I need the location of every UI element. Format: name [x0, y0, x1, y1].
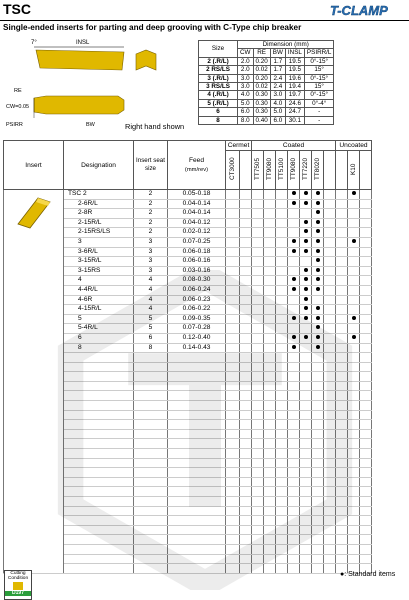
dim-size: 6	[199, 108, 238, 116]
seat-cell: 5	[134, 314, 168, 324]
grade-cell	[252, 199, 264, 209]
dim-value: 0.30	[253, 91, 270, 99]
designation-cell: 3	[64, 237, 134, 247]
standard-dot	[316, 239, 320, 243]
grade-header: TT9080	[264, 151, 276, 190]
grade-cell	[300, 237, 312, 247]
grade-cell	[226, 247, 240, 257]
grade-cell	[300, 209, 312, 219]
dim-col-header: PSIRR/L	[304, 49, 334, 57]
grade-cell	[312, 218, 324, 228]
grade-cell	[276, 237, 288, 247]
grade-cell	[240, 199, 252, 209]
grade-header: TT7220	[300, 151, 312, 190]
grade-cell	[312, 199, 324, 209]
seat-cell: 2	[134, 199, 168, 209]
grade-cell	[264, 199, 276, 209]
grade-header: CT3000	[226, 151, 240, 190]
seat-cell: 4	[134, 285, 168, 295]
dim-value: 4.0	[238, 91, 254, 99]
standard-dot	[304, 191, 308, 195]
grade-cell	[360, 190, 372, 200]
standard-dot	[316, 191, 320, 195]
dim-value: 5.0	[270, 108, 285, 116]
grade-cell	[226, 218, 240, 228]
grade-cell	[312, 190, 324, 200]
dim-value: 8.0	[238, 116, 254, 124]
grade-header: TT7505	[252, 151, 264, 190]
seat-cell: 3	[134, 257, 168, 267]
feed-cell: 0.07-0.25	[168, 237, 226, 247]
grade-cell	[264, 247, 276, 257]
grade-cell	[336, 209, 348, 219]
designation-cell: 3-15R/L	[64, 257, 134, 267]
dim-col-header: INSL	[285, 49, 304, 57]
seat-cell: 3	[134, 247, 168, 257]
standard-dot	[304, 201, 308, 205]
grade-cell	[288, 237, 300, 247]
grade-cell	[252, 257, 264, 267]
grade-cell	[288, 218, 300, 228]
dim-row	[199, 74, 334, 82]
dim-value: 6.0	[270, 116, 285, 124]
dim-row	[199, 116, 334, 124]
dim-value: 2.4	[270, 82, 285, 90]
grade-cell	[276, 257, 288, 267]
dim-size: 5 (.R/L)	[199, 99, 238, 107]
standard-dot	[304, 239, 308, 243]
dim-value: 24.6	[285, 99, 304, 107]
grade-cell	[226, 190, 240, 200]
grade-cell	[336, 237, 348, 247]
grade-cell	[240, 218, 252, 228]
grade-cell	[360, 247, 372, 257]
dim-value: 0.20	[253, 57, 270, 65]
seat-cell: 2	[134, 209, 168, 219]
feed-cell: 0.06-0.23	[168, 295, 226, 305]
seat-cell: 4	[134, 276, 168, 286]
grade-cell	[252, 209, 264, 219]
grade-cell	[348, 218, 360, 228]
dim-value: 2.0	[238, 57, 254, 65]
grade-cell	[288, 190, 300, 200]
grade-cell	[264, 218, 276, 228]
dim-value: 3.0	[238, 74, 254, 82]
grade-cell	[300, 257, 312, 267]
grade-cell	[240, 209, 252, 219]
grade-cell	[348, 228, 360, 238]
dim-value: 6.0	[238, 108, 254, 116]
insl-label: INSL	[76, 40, 90, 46]
dim-value: 0.40	[253, 116, 270, 124]
standard-dot	[292, 239, 296, 243]
grade-cell	[226, 209, 240, 219]
grade-cell	[240, 190, 252, 200]
page-subtitle: Single-ended inserts for parting and deep grooving with C-Type chip breaker	[3, 23, 302, 32]
col-feed: Feed (mm/rev)	[168, 141, 226, 190]
grade-cell	[226, 199, 240, 209]
grade-cell	[300, 190, 312, 200]
right-hand-note: Right hand shown	[125, 122, 185, 131]
dim-size: 2 RS/LS	[199, 66, 238, 74]
dim-col-header: RE	[253, 49, 270, 57]
feed-cell: 0.14-0.43	[168, 343, 226, 353]
col-insert: Insert	[4, 141, 64, 190]
page-title: TSC	[3, 1, 31, 17]
grade-cell	[360, 199, 372, 209]
designation-cell: 2-8R	[64, 209, 134, 219]
cutting-condition-box[interactable]	[4, 570, 32, 600]
dim-col-header: CW	[238, 49, 254, 57]
dim-value: 30.1	[285, 116, 304, 124]
designation-cell: 4-15R/L	[64, 305, 134, 315]
dim-value: 0.20	[253, 74, 270, 82]
grade-cell	[276, 190, 288, 200]
insert-drawing	[6, 36, 166, 134]
seat-cell: 6	[134, 333, 168, 343]
grade-cell	[312, 237, 324, 247]
grade-cell	[360, 218, 372, 228]
dim-row	[199, 66, 334, 74]
grade-cell	[360, 228, 372, 238]
grade-cell	[336, 218, 348, 228]
grade-cell	[360, 209, 372, 219]
grade-cell	[226, 257, 240, 267]
designation-cell: 2-6R/L	[64, 199, 134, 209]
designation-cell: 2-15R/L	[64, 218, 134, 228]
dimension-table	[198, 40, 334, 125]
col-designation: Designation	[64, 141, 134, 190]
grade-cell	[252, 218, 264, 228]
designation-cell: 4	[64, 276, 134, 286]
grade-cell	[336, 190, 348, 200]
standard-dot	[316, 249, 320, 253]
dim-value: 3.0	[270, 91, 285, 99]
dim-value: 24.7	[285, 108, 304, 116]
grade-cell	[288, 257, 300, 267]
dim-value: 1.7	[270, 57, 285, 65]
standard-dot	[316, 258, 320, 262]
grade-cell	[264, 190, 276, 200]
grade-cell	[348, 257, 360, 267]
grade-cell	[312, 247, 324, 257]
grade-cell	[300, 218, 312, 228]
standard-dot	[316, 229, 320, 233]
grade-cell	[348, 209, 360, 219]
feed-cell: 0.06-0.16	[168, 257, 226, 267]
grade-header: K10	[348, 151, 360, 190]
grade-cell	[288, 247, 300, 257]
feed-cell: 0.03-0.16	[168, 266, 226, 276]
col-cermet: Cermet	[226, 141, 252, 151]
dim-row	[199, 91, 334, 99]
dim-size: 2 (.R/L)	[199, 57, 238, 65]
grade-cell	[252, 190, 264, 200]
dim-value: 0°-15°	[304, 74, 334, 82]
grade-cell	[288, 228, 300, 238]
feed-cell: 0.05-0.18	[168, 190, 226, 200]
grade-cell	[276, 218, 288, 228]
dim-row	[199, 108, 334, 116]
dim-row	[199, 82, 334, 90]
dim-value: 0.02	[253, 82, 270, 90]
designation-cell: 6	[64, 333, 134, 343]
feed-cell: 0.06-0.22	[168, 305, 226, 315]
dim-value: 19.5	[285, 57, 304, 65]
feed-cell: 0.04-0.14	[168, 209, 226, 219]
grade-cell	[336, 257, 348, 267]
grade-header	[360, 151, 372, 190]
re-label: RE	[14, 88, 22, 94]
dim-value: 15°	[304, 66, 334, 74]
dim-value: -	[304, 116, 334, 124]
dim-size: 3 RS/LS	[199, 82, 238, 90]
seat-cell: 2	[134, 190, 168, 200]
grade-cell	[324, 190, 336, 200]
grade-cell	[336, 199, 348, 209]
grade-cell	[264, 237, 276, 247]
dim-value: -	[304, 108, 334, 116]
grade-cell	[264, 228, 276, 238]
t-clamp-logo	[327, 2, 405, 18]
grade-cell	[360, 257, 372, 267]
grade-cell	[324, 228, 336, 238]
cutting-condition-page: D197	[5, 591, 31, 596]
seat-cell: 8	[134, 343, 168, 353]
dim-row	[199, 57, 334, 65]
feed-cell: 0.02-0.12	[168, 228, 226, 238]
header-rule	[0, 20, 409, 21]
dim-value: 0.30	[253, 108, 270, 116]
insert-thumb-icon	[13, 582, 23, 590]
psirr-label: PSIRR	[6, 122, 23, 128]
standard-dot	[292, 191, 296, 195]
grade-cell	[252, 228, 264, 238]
seat-cell: 2	[134, 228, 168, 238]
dim-value: 0°-15°	[304, 91, 334, 99]
seat-cell: 4	[134, 295, 168, 305]
grade-header: TT5100	[276, 151, 288, 190]
dim-row	[199, 99, 334, 107]
grade-header	[324, 151, 336, 190]
feed-cell: 0.08-0.30	[168, 276, 226, 286]
dim-col-header: BW	[270, 49, 285, 57]
angle-label: 7°	[31, 40, 37, 46]
grade-header: TT9080	[288, 151, 300, 190]
standard-dot	[352, 191, 356, 195]
dimension-group-header: Dimension (mm)	[238, 41, 334, 49]
size-header: Size	[199, 41, 238, 58]
dim-value: 3.0	[238, 82, 254, 90]
dim-size: 4 (.R/L)	[199, 91, 238, 99]
grade-cell	[226, 228, 240, 238]
grade-cell	[336, 228, 348, 238]
seat-cell: 2	[134, 218, 168, 228]
designation-cell: 5	[64, 314, 134, 324]
col-uncoated: Uncoated	[336, 141, 372, 151]
dim-value: 5.0	[238, 99, 254, 107]
dim-value: 0.02	[253, 66, 270, 74]
grade-cell	[276, 247, 288, 257]
grade-cell	[300, 199, 312, 209]
dim-value: 0°-15°	[304, 57, 334, 65]
dim-value: 0°-4°	[304, 99, 334, 107]
watermark-logo	[45, 270, 365, 590]
dim-value: 0.30	[253, 99, 270, 107]
grade-cell	[226, 237, 240, 247]
grade-cell	[360, 237, 372, 247]
designation-cell: 8	[64, 343, 134, 353]
feed-cell: 0.04-0.14	[168, 199, 226, 209]
insert-icon	[14, 194, 54, 232]
designation-cell: TSC 2	[64, 190, 134, 200]
seat-cell: 5	[134, 324, 168, 334]
grade-cell	[276, 209, 288, 219]
dim-value: 2.4	[270, 74, 285, 82]
grade-cell	[324, 247, 336, 257]
standard-dot	[292, 201, 296, 205]
grade-cell	[276, 228, 288, 238]
feed-cell: 0.12-0.40	[168, 333, 226, 343]
grade-cell	[240, 257, 252, 267]
dim-value: 15°	[304, 82, 334, 90]
grade-cell	[240, 228, 252, 238]
grade-cell	[288, 199, 300, 209]
grade-cell	[348, 247, 360, 257]
col-coated: Coated	[252, 141, 336, 151]
dim-value: 2.0	[238, 66, 254, 74]
bw-label: BW	[86, 122, 95, 128]
standard-dot	[316, 220, 320, 224]
grade-header	[240, 151, 252, 190]
standard-items-note: ●: Standard items	[340, 571, 396, 578]
feed-cell: 0.09-0.35	[168, 314, 226, 324]
standard-dot	[304, 220, 308, 224]
seat-cell: 3	[134, 266, 168, 276]
grade-cell	[288, 209, 300, 219]
standard-dot	[316, 210, 320, 214]
grade-cell	[348, 237, 360, 247]
grade-cell	[252, 247, 264, 257]
cw-label: CW=0.05	[6, 104, 30, 110]
standard-dot	[292, 249, 296, 253]
table-row	[4, 190, 372, 200]
designation-cell: 3-15RS	[64, 266, 134, 276]
grade-cell	[312, 257, 324, 267]
standard-dot	[304, 229, 308, 233]
feed-cell: 0.07-0.28	[168, 324, 226, 334]
grade-cell	[264, 257, 276, 267]
grade-cell	[264, 209, 276, 219]
grade-cell	[240, 237, 252, 247]
seat-cell: 4	[134, 305, 168, 315]
designation-cell: 4-6R	[64, 295, 134, 305]
svg-text:T-CLAMP: T-CLAMP	[330, 3, 388, 18]
grade-header: TT8020	[312, 151, 324, 190]
grade-cell	[300, 247, 312, 257]
dim-value: 19.5	[285, 66, 304, 74]
feed-cell: 0.04-0.12	[168, 218, 226, 228]
dim-value: 1.7	[270, 66, 285, 74]
grade-cell	[300, 228, 312, 238]
grade-cell	[324, 218, 336, 228]
grade-header	[336, 151, 348, 190]
seat-cell: 3	[134, 237, 168, 247]
dim-value: 19.4	[285, 82, 304, 90]
dim-size: 8	[199, 116, 238, 124]
grade-cell	[324, 257, 336, 267]
grade-cell	[324, 209, 336, 219]
grade-cell	[336, 247, 348, 257]
designation-cell: 2-15RS/LS	[64, 228, 134, 238]
dim-value: 4.0	[270, 99, 285, 107]
dim-value: 19.7	[285, 91, 304, 99]
feed-cell: 0.06-0.24	[168, 285, 226, 295]
dim-size: 3 (.R/L)	[199, 74, 238, 82]
standard-dot	[352, 239, 356, 243]
designation-cell: 4-4R/L	[64, 285, 134, 295]
grade-cell	[312, 209, 324, 219]
grade-cell	[312, 228, 324, 238]
grade-cell	[240, 247, 252, 257]
col-seat: Insert seat size	[134, 141, 168, 190]
grade-cell	[324, 237, 336, 247]
standard-dot	[316, 201, 320, 205]
designation-cell: 5-4R/L	[64, 324, 134, 334]
dim-value: 19.6	[285, 74, 304, 82]
grade-cell	[252, 237, 264, 247]
grade-cell	[276, 199, 288, 209]
grade-cell	[348, 190, 360, 200]
grade-cell	[324, 199, 336, 209]
grade-cell	[348, 199, 360, 209]
designation-cell: 3-6R/L	[64, 247, 134, 257]
standard-dot	[304, 249, 308, 253]
cutting-condition-label: Cutting Condition	[7, 571, 29, 581]
feed-cell: 0.06-0.18	[168, 247, 226, 257]
